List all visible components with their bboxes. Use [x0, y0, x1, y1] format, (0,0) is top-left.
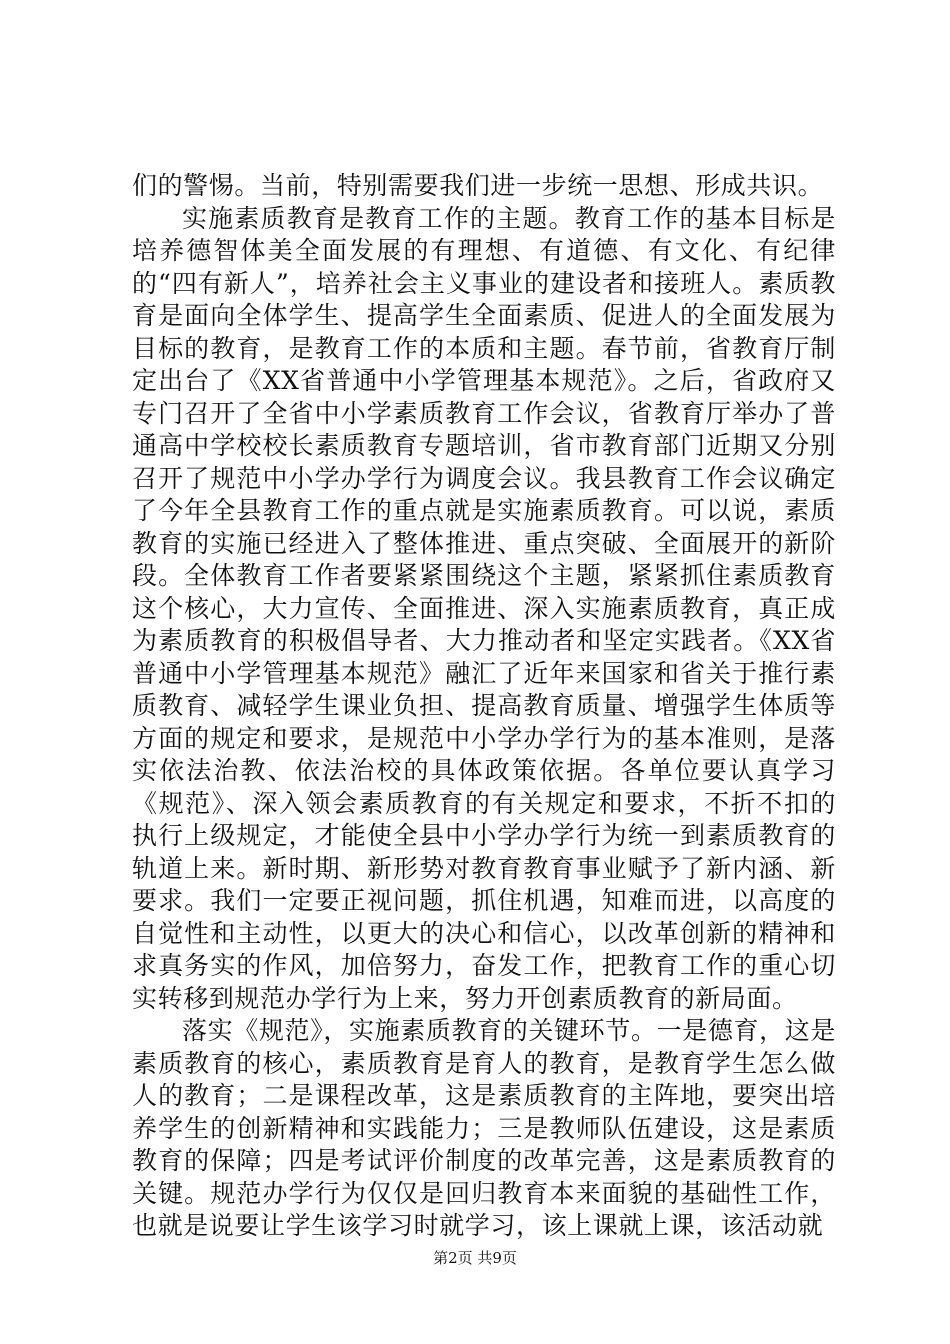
- paragraph-continuation: 们的警惕。当前，特别需要我们进一步统一思想、形成共识。: [132, 171, 824, 200]
- paragraph-quality-education-theme: 实施素质教育是教育工作的主题。教育工作的基本目标是培养德智体美全面发展的有理想、有道德、有文化、有纪律的“四有新人”，培养社会主义事业的建设者和接班人。素质教育是面向全体学生、提高学生全面素质、促进人的全面发展为目标的教育，是教育工作的本质和主题。春节前，省教育厅制定出台了《XX省普通中小学管理基本规范》。之后，省政府又专门召开了全省中小学素质教育工作会议，省教育厅举办了普通高中学校校长素质教育专题培训，省市教育部门近期又分别召开了规范中小学办学行为调度会议。我县教育工作会议确定了今年全县教育工作的重点就是实施素质教育。可以说，素质教育的实施已经进入了整体推进、重点突破、全面展开的新阶段。全体教育工作者要紧紧围绕这个主题，紧紧抓住素质教育这个核心，大力宣传、全面推进、深入实施素质教育，真正成为素质教育的积极倡导者、大力推动者和坚定实践者。《XX省普通中小学管理基本规范》融汇了近年来国家和省关于推行素质教育、减轻学生课业负担、提高教育质量、增强学生体质等方面的规定和要求，是规范中小学办学行为的基本准则，是落实依法治教、依法治校的具体政策依据。各单位要认真学习《规范》、深入领会素质教育的有关规定和要求，不折不扣的执行上级规定，才能使全县中小学办学行为统一到素质教育的轨道上来。新时期、新形势对教育教育事业赋予了新内涵、新要求。我们一定要正视问题，抓住机遇，知难而进，以高度的自觉性和主动性，以更大的决心和信心，以改革创新的精神和求真务实的作风，加倍努力，奋发工作，把教育工作的重心切实转移到规范办学行为上来，努力开创素质教育的新局面。: [132, 203, 836, 1013]
- page-number-footer: 第2页 共9页: [433, 1249, 517, 1267]
- document-body: [132, 170, 836, 1243]
- paragraph-key-links: 落实《规范》，实施素质教育的关键环节。一是德育，这是素质教育的核心，素质教育是育人的教育，是教育学生怎么做人的教育；二是课程改革，这是素质教育的主阵地，要突出培养学生的创新精神和实践能力；三是教师队伍建设，这是素质教育的保障；四是考试评价制度的改革完善，这是素质教育的关键。规范办学行为仅仅是回归教育本来面貌的基础性工作，也就是说要让学生该学习时就学习，该上课就上课，该活动就: [132, 1016, 836, 1240]
